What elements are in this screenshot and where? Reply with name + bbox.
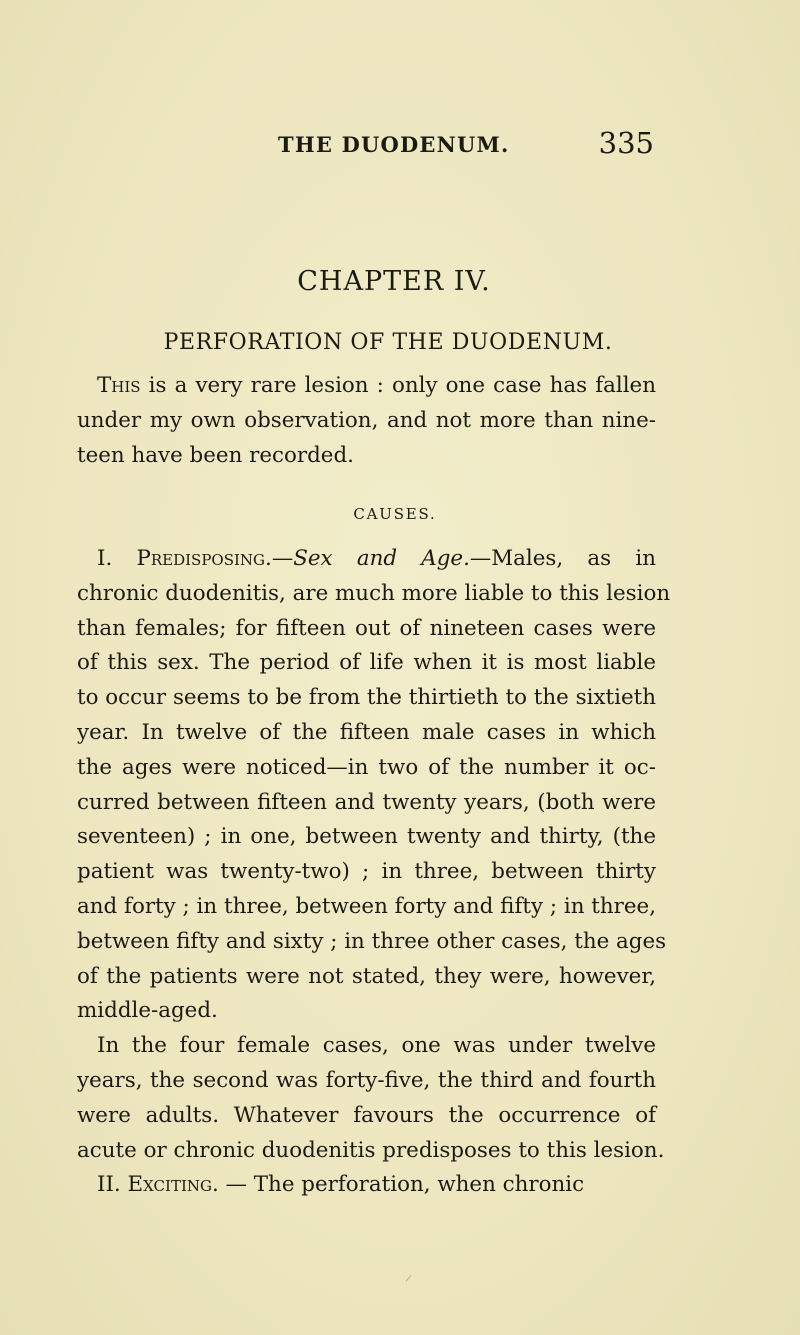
paper-mark	[405, 1275, 417, 1287]
predisposing-line: patient was twenty-two) ; in three, between thirty	[77, 859, 656, 885]
predisposing-line: of this sex. The period of life when it is most liable	[77, 650, 656, 676]
exciting-label: Exciting.	[127, 1172, 219, 1198]
intro-paragraph	[77, 369, 656, 473]
running-title: THE DUODENUM.	[278, 132, 510, 157]
predisposing-line: seventeen) ; in one, between twenty and thirty, (the	[77, 824, 656, 850]
intro-line-3: teen have been recorded.	[77, 442, 354, 468]
predisposing-line: than females; for fifteen out of nineteen cases were	[77, 615, 656, 641]
female-line: were adults. Whatever favours the occurrence of	[77, 1102, 656, 1128]
page-number: 335	[598, 126, 654, 160]
predisposing-line: curred between fifteen and twenty years, (both were	[77, 789, 656, 815]
chapter-subtitle: PERFORATION OF THE DUODENUM.	[163, 330, 613, 355]
female-line: In the four female cases, one was under twelve	[97, 1033, 656, 1059]
predisposing-line: middle-aged.	[77, 998, 218, 1024]
exciting-line: II. Exciting. — The perforation, when chronic	[97, 1172, 585, 1198]
predisposing-line: of the patients were not stated, they were, however,	[77, 963, 656, 989]
causes-heading: CAUSES.	[353, 505, 437, 523]
predisposing-line: and forty ; in three, between forty and fifty ; in three,	[77, 893, 656, 919]
predisposing-label: Predisposing.	[136, 546, 272, 571]
female-line: years, the second was forty-five, the third and fourth	[77, 1067, 656, 1093]
female-line: acute or chronic duodenitis predisposes to this lesion.	[77, 1137, 665, 1163]
predisposing-line: between fifty and sixty ; in three other cases, the ages	[77, 928, 667, 954]
predisposing-line: year. In twelve of the fifteen male cases in which	[77, 719, 656, 745]
intro-line-1: This is a very rare lesion : only one case has fallen	[97, 373, 656, 398]
predisposing-line: chronic duodenitis, are much more liable to this lesion	[77, 580, 671, 606]
predisposing-line: the ages were noticed—in two of the number it oc-	[77, 754, 656, 780]
chapter-heading: CHAPTER IV.	[297, 266, 491, 297]
predisposing-line-1: I. Predisposing.—Sex and Age.—Males, as in	[97, 546, 656, 571]
running-head	[0, 126, 800, 166]
predisposing-section	[77, 542, 671, 1203]
predisposing-line: to occur seems to be from the thirtieth to the sixtieth	[77, 685, 656, 711]
intro-lead-word: This	[97, 373, 141, 398]
intro-line-2: under my own observation, and not more than nine-	[77, 407, 656, 433]
predisposing-topic: Sex and Age.	[293, 546, 470, 571]
